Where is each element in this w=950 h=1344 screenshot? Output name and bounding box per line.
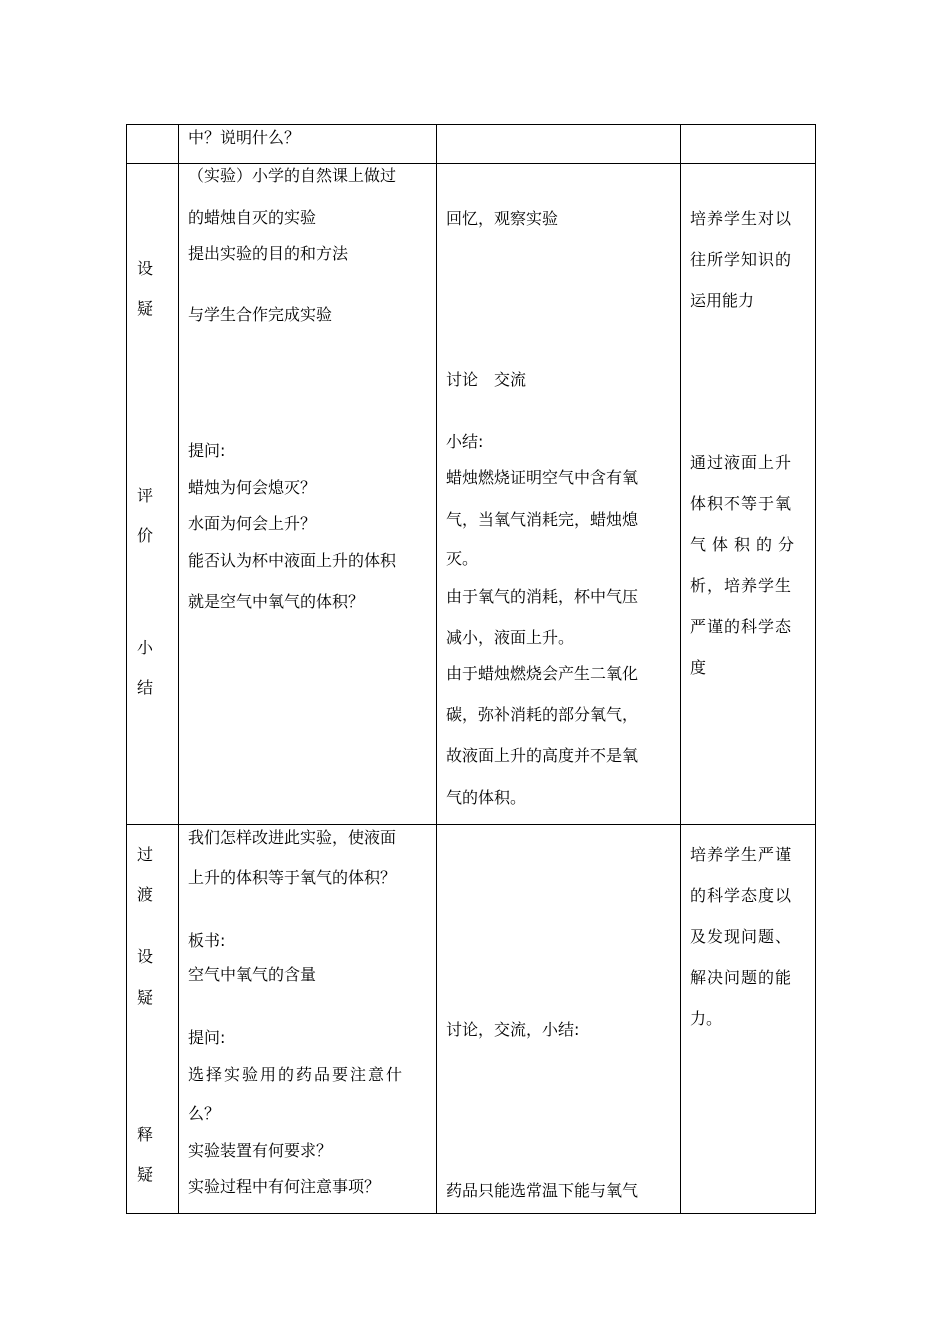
student-activity-line: 小结: <box>446 432 484 451</box>
teacher-activity-line: 就是空气中氧气的体积？ <box>188 592 365 611</box>
teacher-activity-line: 我们怎样改进此实验，使液面 <box>188 828 397 847</box>
purpose-line: 体积不等于氧 <box>690 494 793 513</box>
purpose-line: 力。 <box>690 1009 723 1028</box>
table-rule-col1 <box>178 124 179 1214</box>
teacher-activity-line: 选择实验用的药品要注意什 <box>188 1065 405 1084</box>
purpose-line: 解决问题的能 <box>690 968 793 987</box>
teacher-activity-line: 上升的体积等于氧气的体积？ <box>188 868 397 887</box>
purpose-line: 析，培养学生 <box>690 576 793 595</box>
teacher-activity-line: 的蜡烛自灭的实验 <box>188 208 317 227</box>
stage-char: 过 <box>137 845 154 864</box>
stage-char: 释 <box>137 1125 154 1144</box>
purpose-line: 气体积的分 <box>690 535 801 554</box>
purpose-line: 培养学生对以 <box>690 209 793 228</box>
teacher-activity-line: 能否认为杯中液面上升的体积 <box>188 551 397 570</box>
teacher-activity-line: 空气中氧气的含量 <box>188 965 317 984</box>
teacher-activity-line: 提出实验的目的和方法 <box>188 244 349 263</box>
student-activity-line: 讨论，交流，小结: <box>446 1020 580 1039</box>
stage-char: 设 <box>137 947 154 966</box>
teacher-activity-line: 提问: <box>188 441 226 460</box>
stage-char: 设 <box>137 259 154 278</box>
table-rule-row2-bottom <box>126 824 816 825</box>
student-activity-line: 气的体积。 <box>446 788 527 807</box>
table-rule-left <box>126 124 127 1214</box>
purpose-line: 通过液面上升 <box>690 453 793 472</box>
stage-char: 疑 <box>137 299 154 318</box>
teacher-activity-line: 实验装置有何要求？ <box>188 1141 333 1160</box>
purpose-line: 的科学态度以 <box>690 886 793 905</box>
teacher-activity-line: 么？ <box>188 1104 221 1123</box>
student-activity-line: 由于氧气的消耗，杯中气压 <box>446 587 639 606</box>
stage-char: 疑 <box>137 1165 154 1184</box>
stage-char: 渡 <box>137 885 154 904</box>
student-activity-line: 碳，弥补消耗的部分氧气， <box>446 705 639 724</box>
teacher-activity-line: 蜡烛为何会熄灭？ <box>188 478 317 497</box>
student-activity-line: 回忆，观察实验 <box>446 209 559 228</box>
table-rule-row1-bottom <box>126 163 816 164</box>
student-activity-line: 药品只能选常温下能与氧气 <box>446 1181 639 1200</box>
student-activity-line: 蜡烛燃烧证明空气中含有氧 <box>446 468 639 487</box>
purpose-line: 严谨的科学态 <box>690 617 793 636</box>
student-activity-line: 讨论 交流 <box>446 370 527 389</box>
teacher-activity-line: 水面为何会上升？ <box>188 514 317 533</box>
stage-char: 评 <box>137 486 154 505</box>
teacher-activity-line: 与学生合作完成实验 <box>188 305 333 324</box>
student-activity-line: 由于蜡烛燃烧会产生二氧化 <box>446 664 639 683</box>
purpose-line: 度 <box>690 658 707 677</box>
student-activity-line: 减小，液面上升。 <box>446 628 575 647</box>
table-rule-col2 <box>436 124 437 1214</box>
purpose-line: 及发现问题、 <box>690 927 793 946</box>
table-rule-col3 <box>680 124 681 1214</box>
purpose-line: 往所学知识的 <box>690 250 793 269</box>
teacher-activity-line: 提问: <box>188 1028 226 1047</box>
purpose-line: 运用能力 <box>690 291 755 310</box>
teacher-activity-line: （实验）小学的自然课上做过 <box>188 166 397 185</box>
stage-char: 价 <box>137 526 154 545</box>
stage-char: 结 <box>137 678 154 697</box>
student-activity-line: 灭。 <box>446 549 479 568</box>
teacher-activity-line: 中？说明什么？ <box>188 128 301 147</box>
stage-char: 小 <box>137 638 154 657</box>
table-rule-bottom <box>126 1213 816 1214</box>
student-activity-line: 故液面上升的高度并不是氧 <box>446 746 639 765</box>
table-rule-right <box>815 124 816 1214</box>
purpose-line: 培养学生严谨 <box>690 845 793 864</box>
stage-char: 疑 <box>137 988 154 1007</box>
table-rule-top <box>126 124 816 125</box>
teacher-activity-line: 板书: <box>188 931 226 950</box>
student-activity-line: 气，当氧气消耗完，蜡烛熄 <box>446 510 639 529</box>
teacher-activity-line: 实验过程中有何注意事项？ <box>188 1177 381 1196</box>
